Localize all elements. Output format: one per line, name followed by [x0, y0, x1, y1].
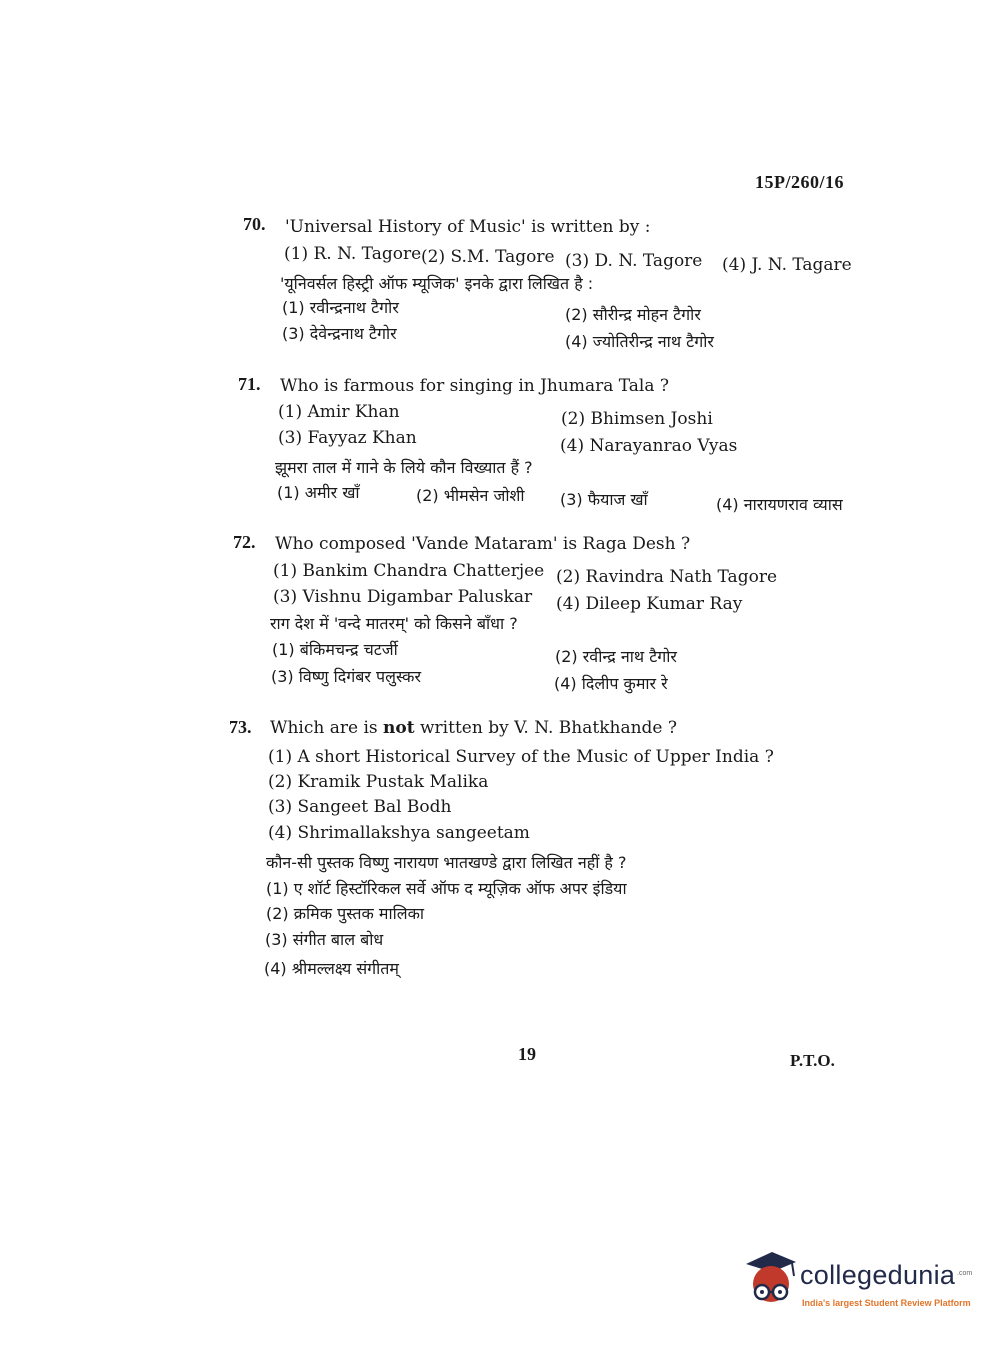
- question-text-emphasis: not: [383, 718, 415, 738]
- option-4-en: (4) Narayanrao Vyas: [560, 436, 738, 456]
- option-4-hi: (4) ज्योतिरीन्द्र नाथ टैगोर: [565, 332, 714, 351]
- option-1-en: (1) A short Historical Survey of the Music of Upper India ?: [268, 747, 774, 767]
- option-4-en: (4) Shrimallakshya sangeetam: [268, 823, 530, 843]
- question-text-en: Who is farmous for singing in Jhumara Tala ?: [280, 376, 669, 396]
- option-2-hi: (2) रवीन्द्र नाथ टैगोर: [555, 647, 677, 666]
- option-1-en: (1) Amir Khan: [278, 402, 400, 422]
- brand-name: collegedunia: [800, 1260, 956, 1290]
- option-3-en: (3) Vishnu Digambar Paluskar: [273, 587, 533, 607]
- option-3-hi: (3) विष्णु दिगंबर पलुस्कर: [271, 667, 422, 686]
- option-4-hi: (4) श्रीमल्लक्ष्य संगीतम्: [264, 959, 399, 978]
- option-4-en: (4) Dileep Kumar Ray: [556, 594, 743, 614]
- option-3-en: (3) Sangeet Bal Bodh: [268, 797, 452, 817]
- pto-label: P.T.O.: [790, 1051, 835, 1070]
- option-2-en: (2) Kramik Pustak Malika: [268, 772, 489, 792]
- option-3-en: (3) Fayyaz Khan: [278, 428, 417, 448]
- option-1-hi: (1) रवीन्द्रनाथ टैगोर: [282, 298, 399, 317]
- question-text-hi: कौन-सी पुस्तक विष्णु नारायण भातखण्डे द्वारा लिखित नहीं है ?: [266, 853, 627, 872]
- option-3-hi: (3) देवेन्द्रनाथ टैगोर: [282, 324, 397, 343]
- option-2-en: (2) S.M. Tagore: [421, 247, 555, 267]
- page-number: 19: [518, 1044, 536, 1064]
- question-text-post: written by V. N. Bhatkhande ?: [420, 718, 677, 738]
- question-text-hi: 'यूनिवर्सल हिस्ट्री ऑफ म्यूजिक' इनके द्वारा लिखित है :: [280, 274, 594, 293]
- collegedunia-mascot-icon: [742, 1250, 798, 1310]
- option-4-en: (4) J. N. Tagare: [722, 255, 852, 275]
- option-3-en: (3) D. N. Tagore: [565, 251, 703, 271]
- option-1-en: (1) R. N. Tagore: [284, 244, 422, 264]
- option-1-hi: (1) ए शॉर्ट हिस्टॉरिकल सर्वे ऑफ द म्यूज़िक ऑफ अपर इंडिया: [266, 879, 627, 898]
- option-1-hi: (1) अमीर खाँ: [277, 483, 360, 502]
- option-4-hi: (4) दिलीप कुमार रे: [554, 674, 668, 693]
- option-1-en: (1) Bankim Chandra Chatterjee: [273, 561, 545, 581]
- collegedunia-watermark: [742, 1250, 982, 1320]
- question-number: 73.: [229, 717, 252, 737]
- question-text-hi: झूमरा ताल में गाने के लिये कौन विख्यात हैं ?: [275, 458, 533, 477]
- option-2-en: (2) Ravindra Nath Tagore: [556, 567, 777, 587]
- option-3-hi: (3) संगीत बाल बोध: [265, 930, 384, 949]
- option-2-hi: (2) क्रमिक पुस्तक मालिका: [266, 904, 425, 923]
- question-text-pre: Which are is: [270, 718, 378, 738]
- question-number: 70.: [243, 214, 266, 234]
- brand-tagline: India's largest Student Review Platform: [802, 1298, 971, 1308]
- question-text-en: 'Universal History of Music' is written by :: [285, 217, 651, 237]
- option-1-hi: (1) बंकिमचन्द्र चटर्जी: [272, 640, 398, 659]
- question-number: 71.: [238, 374, 261, 394]
- option-4-hi: (4) नारायणराव व्यास: [716, 495, 843, 514]
- option-2-hi: (2) भीमसेन जोशी: [416, 486, 525, 505]
- option-3-hi: (3) फैयाज खाँ: [560, 490, 648, 509]
- option-2-hi: (2) सौरीन्द्र मोहन टैगोर: [565, 305, 701, 324]
- option-2-en: (2) Bhimsen Joshi: [561, 409, 713, 429]
- question-number: 72.: [233, 532, 256, 552]
- question-text-en: Who composed 'Vande Mataram' is Raga Desh ?: [275, 534, 691, 554]
- brand-suffix: .com: [957, 1270, 973, 1277]
- paper-code: 15P/260/16: [755, 172, 844, 192]
- question-text-hi: राग देश में 'वन्दे मातरम्' को किसने बाँधा ?: [270, 614, 518, 633]
- question-text-en: [270, 718, 677, 738]
